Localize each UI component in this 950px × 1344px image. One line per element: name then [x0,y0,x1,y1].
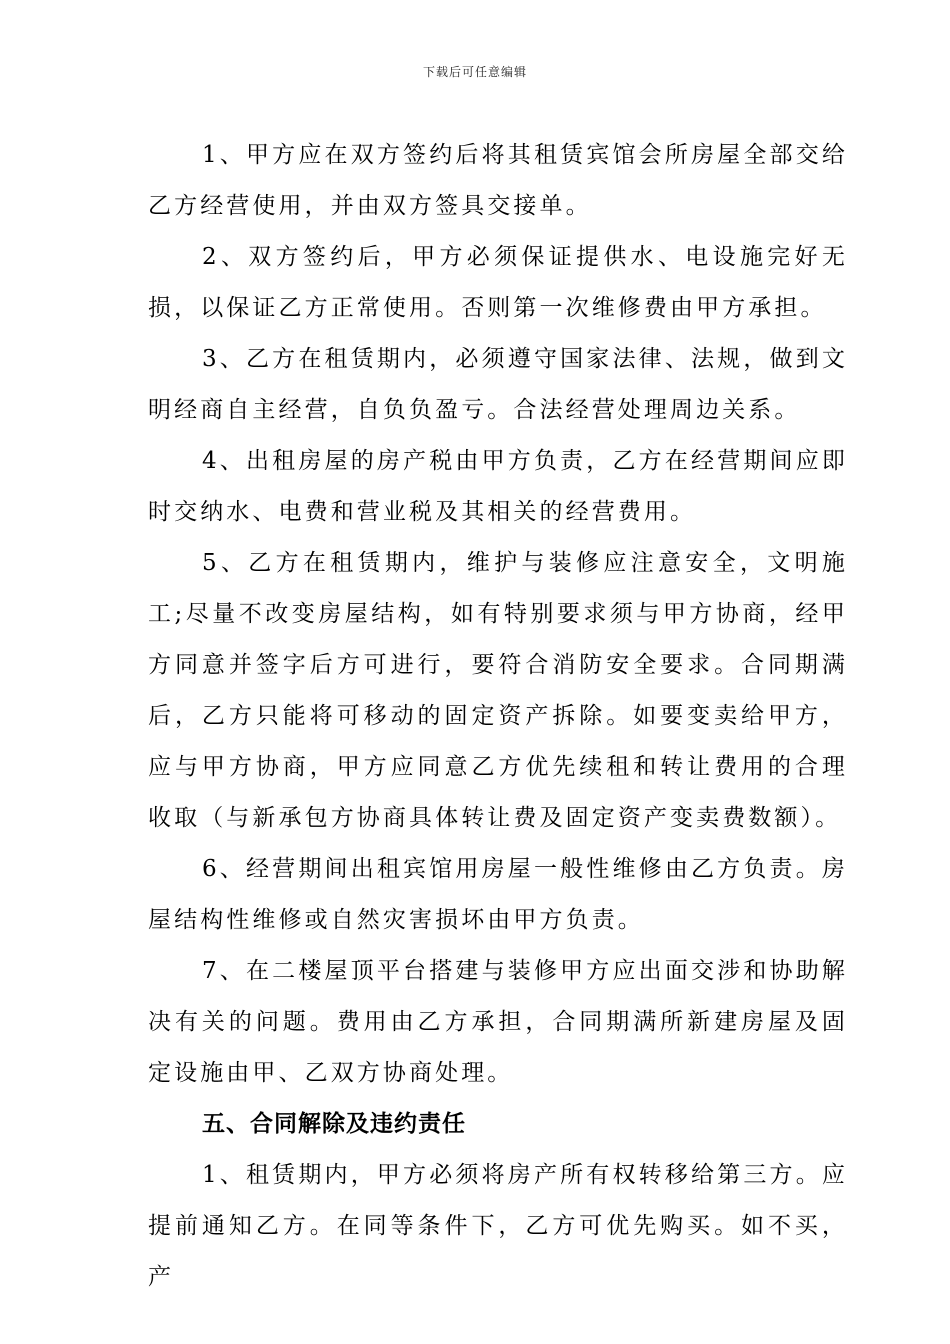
page-header: 下载后可任意编辑 [422,65,527,79]
clause-4: 4、出租房屋的房产税由甲方负责，乙方在经营期间应即时交纳水、电费和营业税及其相关的经营费用。 [148,448,848,525]
section-heading: 五、合同解除及违约责任 [202,1111,466,1137]
document-body [148,130,848,1303]
clause-5: 5、乙方在租赁期内，维护与装修应注意安全，文明施工;尽量不改变房屋结构，如有特别要求须与甲方协商，经甲方同意并签字后方可进行，要符合消防安全要求。合同期满后，乙方只能将可移动的固定资产拆除。如要变卖给甲方，应与甲方协商，甲方应同意乙方优先续租和转让费用的合理收取（与新承包方协商具体转让费及固定资产变卖费数额）。 [148,550,848,831]
clause-7: 7、在二楼屋顶平台搭建与装修甲方应出面交涉和协助解决有关的问题。费用由乙方承担，合同期满所新建房屋及固定设施由甲、乙双方协商处理。 [148,958,848,1086]
section-clause-1: 1、租赁期内，甲方必须将房产所有权转移给第三方。应提前通知乙方。在同等条件下，乙方可优先购买。如不买，产 [148,1162,848,1290]
clause-1: 1、甲方应在双方签约后将其租赁宾馆会所房屋全部交给乙方经营使用，并由双方签具交接单。 [148,142,848,219]
clause-3: 3、乙方在租赁期内，必须遵守国家法律、法规，做到文明经商自主经营，自负负盈亏。合法经营处理周边关系。 [148,346,848,423]
clause-2: 2、双方签约后，甲方必须保证提供水、电设施完好无损，以保证乙方正常使用。否则第一次维修费由甲方承担。 [148,244,848,321]
clause-6: 6、经营期间出租宾馆用房屋一般性维修由乙方负责。房屋结构性维修或自然灾害损坏由甲方负责。 [148,856,848,933]
